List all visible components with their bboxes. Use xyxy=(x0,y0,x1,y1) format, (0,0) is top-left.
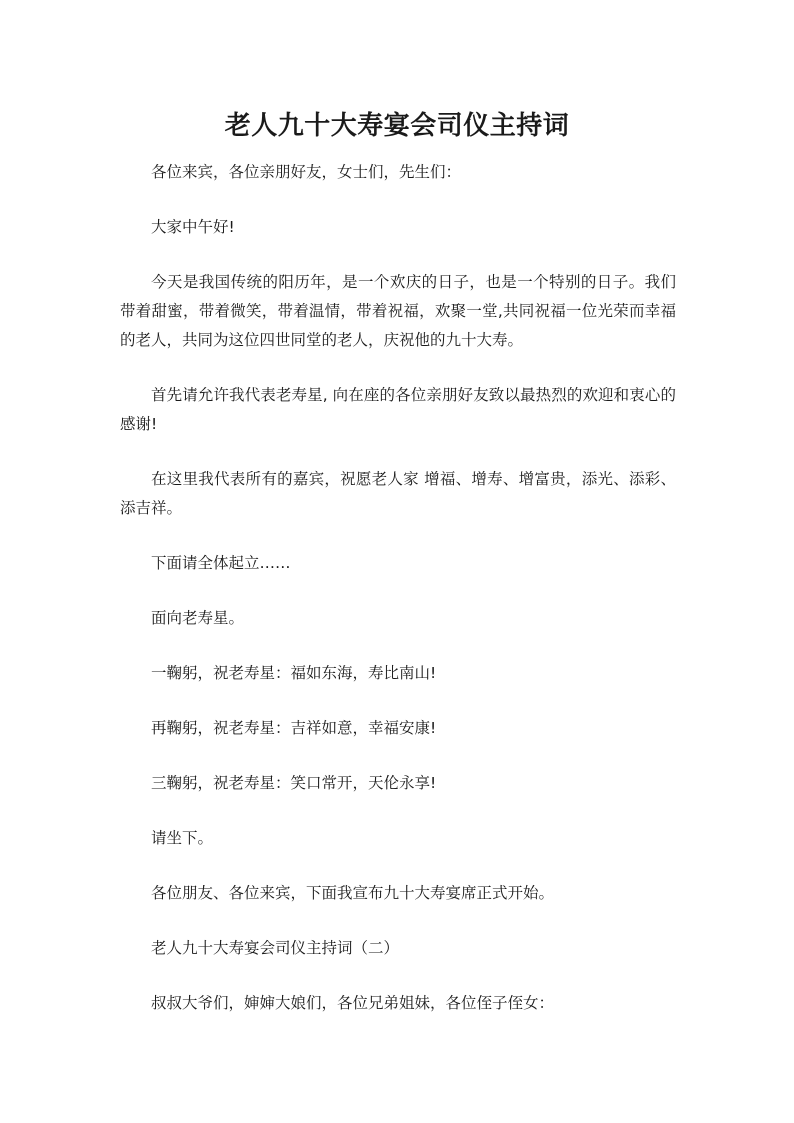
paragraph-good-noon: 大家中午好! xyxy=(151,218,235,236)
paragraph-intro: 今天是我国传统的阳历年，是一个欢庆的日子，也是一个特别的日子。我们带着甜蜜，带着微笑，带着温情，带着祝福，欢聚一堂,共同祝福一位光荣而幸福的老人，共同为这位四世同堂的老人，庆祝他的九十大寿。 xyxy=(120,273,676,349)
paragraph-greeting: 各位来宾，各位亲朋好友，女士们，先生们： xyxy=(151,163,462,181)
paragraph-welcome: 首先请允许我代表老寿星, 向在座的各位亲朋好友致以最热烈的欢迎和衷心的感谢! xyxy=(120,386,676,433)
paragraph-section-two-greeting: 叔叔大爷们，婶婶大娘们，各位兄弟姐妹，各位侄子侄女： xyxy=(151,994,555,1012)
paragraph-stand-up: 下面请全体起立…… xyxy=(151,554,291,572)
paragraph-second-bow: 再鞠躬，祝老寿星：吉祥如意，幸福安康! xyxy=(151,719,437,737)
document-title: 老人九十大寿宴会司仪主持词 xyxy=(224,111,570,141)
paragraph-third-bow: 三鞠躬，祝老寿星：笑口常开，天伦永享! xyxy=(151,774,437,792)
paragraph-sit-down: 请坐下。 xyxy=(151,829,214,847)
paragraph-section-two-heading: 老人九十大寿宴会司仪主持词（二） xyxy=(151,939,400,957)
paragraph-banquet-start: 各位朋友、各位来宾，下面我宣布九十大寿宴席正式开始。 xyxy=(151,884,555,902)
paragraph-face-elder: 面向老寿星。 xyxy=(151,609,245,627)
paragraph-first-bow: 一鞠躬，祝老寿星：福如东海，寿比南山! xyxy=(151,664,437,682)
paragraph-blessing: 在这里我代表所有的嘉宾，祝愿老人家 增福、增寿、增富贵，添光、添彩、添吉祥。 xyxy=(120,470,676,517)
document-body xyxy=(120,158,676,1018)
